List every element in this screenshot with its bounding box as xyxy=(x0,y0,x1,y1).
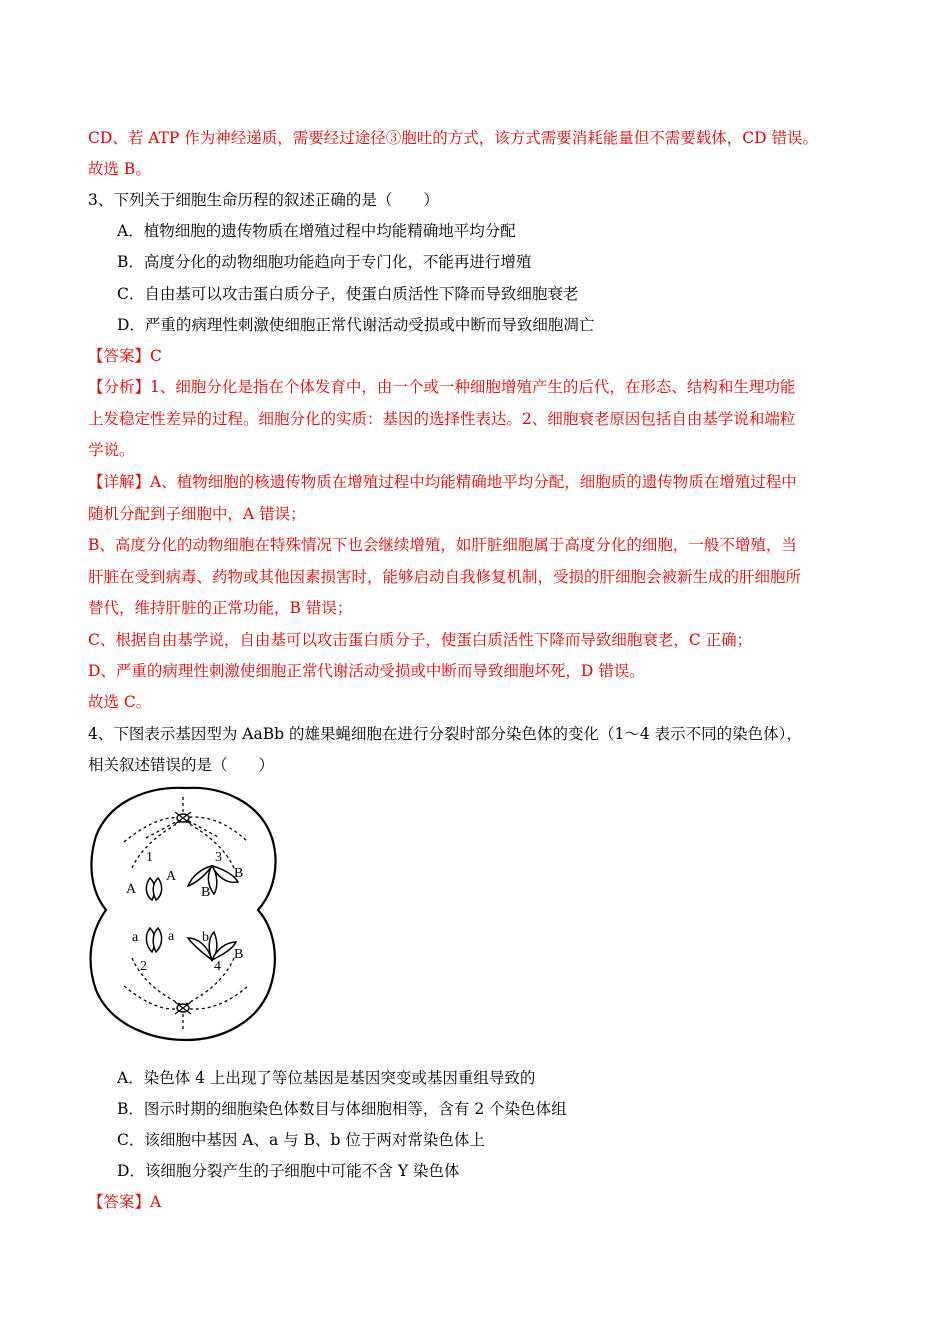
analysis-line-3: 学说。 xyxy=(88,441,135,459)
label-a-right: a xyxy=(168,929,175,944)
question-4-stem-line-1: 4、下图表示基因型为 AaBb 的雄果蝇细胞在进行分裂时部分染色体的变化（1～4 表示不同的染色体）， xyxy=(88,725,802,743)
detail-line-6: C、根据自由基学说，自由基可以攻击蛋白质分子，使蛋白质活性下降而导致细胞衰老，C 正确； xyxy=(88,631,753,649)
detail-line-3: B、高度分化的动物细胞在特殊情况下也会继续增殖，如肝脏细胞属于高度分化的细胞，一般不增殖，当 xyxy=(88,536,797,554)
question-3-option-d: D．严重的病理性刺激使细胞正常代谢活动受损或中断而导致细胞凋亡 xyxy=(117,316,595,334)
label-1: 1 xyxy=(146,850,153,865)
label-B-right: B xyxy=(234,866,244,881)
question-4-option-b: B．图示时期的细胞染色体数目与体细胞相等，含有 2 个染色体组 xyxy=(117,1100,567,1118)
question-4-stem-line-2: 相关叙述错误的是（ ） xyxy=(88,756,275,774)
cell-division-diagram xyxy=(88,782,278,1044)
detail-line-4: 肝脏在受到病毒、药物或其他因素损害时，能够启动自我修复机制，受损的肝细胞会被新生成的肝细胞所 xyxy=(88,568,802,586)
line-choose-b: 故选 B。 xyxy=(88,160,151,178)
question-3-answer: 【答案】C xyxy=(88,347,162,365)
label-3: 3 xyxy=(215,850,222,865)
label-b: b xyxy=(202,930,209,945)
question-3-option-a: A．植物细胞的遗传物质在增殖过程中均能精确地平均分配 xyxy=(117,222,516,240)
cell-membrane xyxy=(91,788,276,1040)
line-cd-conclusion: CD、若 ATP 作为神经递质，需要经过途径③胞吐的方式，该方式需要消耗能量但不需要载体，CD 错误。 xyxy=(88,129,818,147)
upper-centrosome xyxy=(175,812,191,824)
detail-choose-c: 故选 C。 xyxy=(88,693,152,711)
label-B-lower: B xyxy=(234,947,244,962)
label-a-left: a xyxy=(132,930,139,945)
question-4-option-c: C．该细胞中基因 A、a 与 B、b 位于两对常染色体上 xyxy=(117,1131,485,1149)
question-3-stem: 3、下列关于细胞生命历程的叙述正确的是（ ） xyxy=(88,191,439,209)
question-4-answer: 【答案】A xyxy=(88,1193,162,1211)
label-4: 4 xyxy=(214,959,221,974)
analysis-line-2: 上发稳定性差异的过程。细胞分化的实质：基因的选择性表达。2、细胞衰老原因包括自由基学说和端粒 xyxy=(88,410,796,428)
lower-centrosome xyxy=(175,1002,191,1014)
detail-line-2: 随机分配到子细胞中，A 错误； xyxy=(88,505,306,523)
question-3-option-b: B．高度分化的动物细胞功能趋向于专门化，不能再进行增殖 xyxy=(117,253,532,271)
detail-line-7: D、严重的病理性刺激使细胞正常代谢活动受损或中断而导致细胞坏死，D 错误。 xyxy=(88,662,645,680)
question-3-option-c: C．自由基可以攻击蛋白质分子，使蛋白质活性下降而导致细胞衰老 xyxy=(117,285,579,303)
analysis-line-1: 【分析】1、细胞分化是指在个体发育中，由一个或一种细胞增殖产生的后代，在形态、结构和生理功能 xyxy=(88,378,796,396)
question-4-option-a: A．染色体 4 上出现了等位基因是基因突变或基因重组导致的 xyxy=(117,1069,536,1087)
chromosome-3 xyxy=(188,866,238,894)
label-A-left: A xyxy=(126,882,137,897)
detail-line-1: 【详解】A、植物细胞的核遗传物质在增殖过程中均能精确地平均分配，细胞质的遗传物质在增殖过程中 xyxy=(88,473,797,491)
chromosome-2 xyxy=(146,928,161,952)
label-A-right: A xyxy=(166,869,177,884)
label-B-left: B xyxy=(201,885,211,900)
chromosome-4 xyxy=(188,932,236,960)
question-4-option-d: D．该细胞分裂产生的子细胞中可能不含 Y 染色体 xyxy=(117,1162,460,1180)
chromosome-1 xyxy=(146,878,161,900)
detail-line-5: 替代，维持肝脏的正常功能，B 错误； xyxy=(88,599,353,617)
label-2: 2 xyxy=(140,959,147,974)
